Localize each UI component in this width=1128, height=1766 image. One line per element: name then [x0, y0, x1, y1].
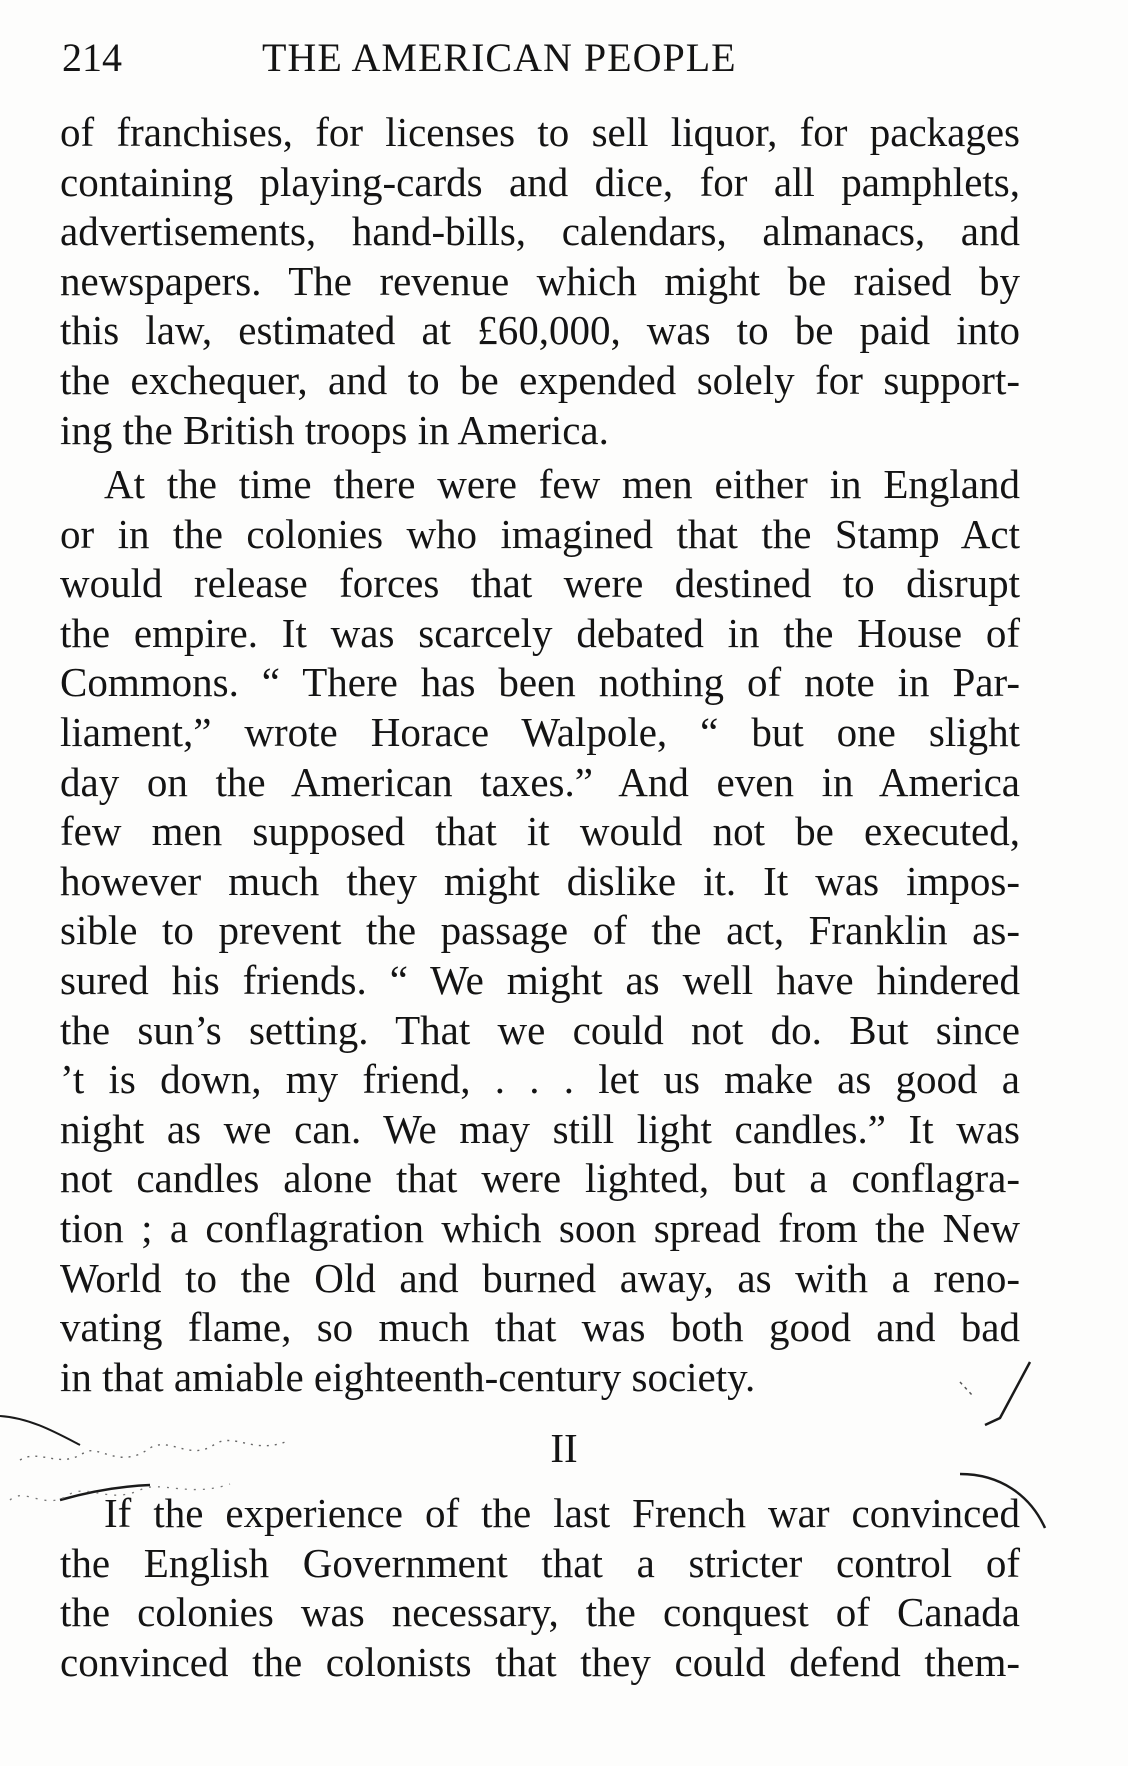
text-line: night as we can. We may still light candles.” It was	[60, 1105, 1020, 1152]
text-line: the exchequer, and to be expended solely for support-	[60, 356, 1020, 403]
text-line: Commons. “ There has been nothing of note in Par-	[60, 659, 1020, 706]
right-bracket-mark	[960, 1474, 1045, 1528]
text-line: ing the British troops in America.	[60, 406, 609, 453]
faint-annotation-scribble	[20, 1440, 290, 1460]
text-line: ’t is down, my friend, . . . let us make as good a	[60, 1056, 1020, 1103]
text-line: advertisements, hand-bills, calendars, almanacs, and	[60, 208, 1020, 255]
text-line: the English Government that a stricter control of	[60, 1539, 1020, 1586]
text-line: sible to prevent the passage of the act, Franklin as-	[60, 907, 1020, 954]
text-line: At the time there were few men either in England	[104, 461, 1020, 507]
text-line: the empire. It was scarcely debated in the House of	[60, 609, 1020, 656]
text-line: however much they might dislike it. It was impos-	[60, 857, 1020, 904]
text-line: containing playing-cards and dice, for all pamphlets,	[60, 158, 1020, 205]
text-line: the sun’s setting. That we could not do. But since	[60, 1006, 1020, 1053]
text-line: of franchises, for licenses to sell liquor, for packages	[60, 109, 1020, 155]
left-underline-mark	[60, 1485, 150, 1500]
text-line: vating flame, so much that was both good and bad	[60, 1304, 1020, 1351]
text-line: World to the Old and burned away, as with a reno-	[60, 1254, 1020, 1301]
text-line: this law, estimated at £60,000, was to be paid into	[60, 307, 1020, 354]
text-line: liament,” wrote Horace Walpole, “ but one slight	[60, 708, 1020, 755]
section-number: II	[550, 1425, 578, 1471]
text-line: in that amiable eighteenth-century society.	[60, 1353, 756, 1400]
text-line: few men supposed that it would not be executed,	[60, 808, 1020, 855]
text-line: sured his friends. “ We might as well have hindered	[60, 956, 1020, 1003]
text-line: not candles alone that were lighted, but a conflagra-	[60, 1155, 1020, 1202]
left-bracket-mark	[0, 1416, 80, 1445]
text-line: or in the colonies who imagined that the Stamp Act	[60, 510, 1020, 557]
text-line: If the experience of the last French war convinced	[104, 1490, 1020, 1536]
text-line: the colonies was necessary, the conquest of Canada	[60, 1589, 1020, 1636]
pencil-stroke-mark	[985, 1362, 1030, 1425]
text-line: convinced the colonists that they could defend them-	[60, 1638, 1020, 1685]
running-title: THE AMERICAN PEOPLE	[262, 35, 737, 80]
text-line: newspapers. The revenue which might be raised by	[60, 257, 1020, 304]
page-number: 214	[62, 35, 122, 80]
text-line: tion ; a conflagration which soon spread from the New	[60, 1204, 1020, 1251]
text-line: would release forces that were destined to disrupt	[60, 560, 1020, 607]
text-line: day on the American taxes.” And even in America	[60, 758, 1020, 805]
pencil-dash-mark	[960, 1382, 972, 1395]
